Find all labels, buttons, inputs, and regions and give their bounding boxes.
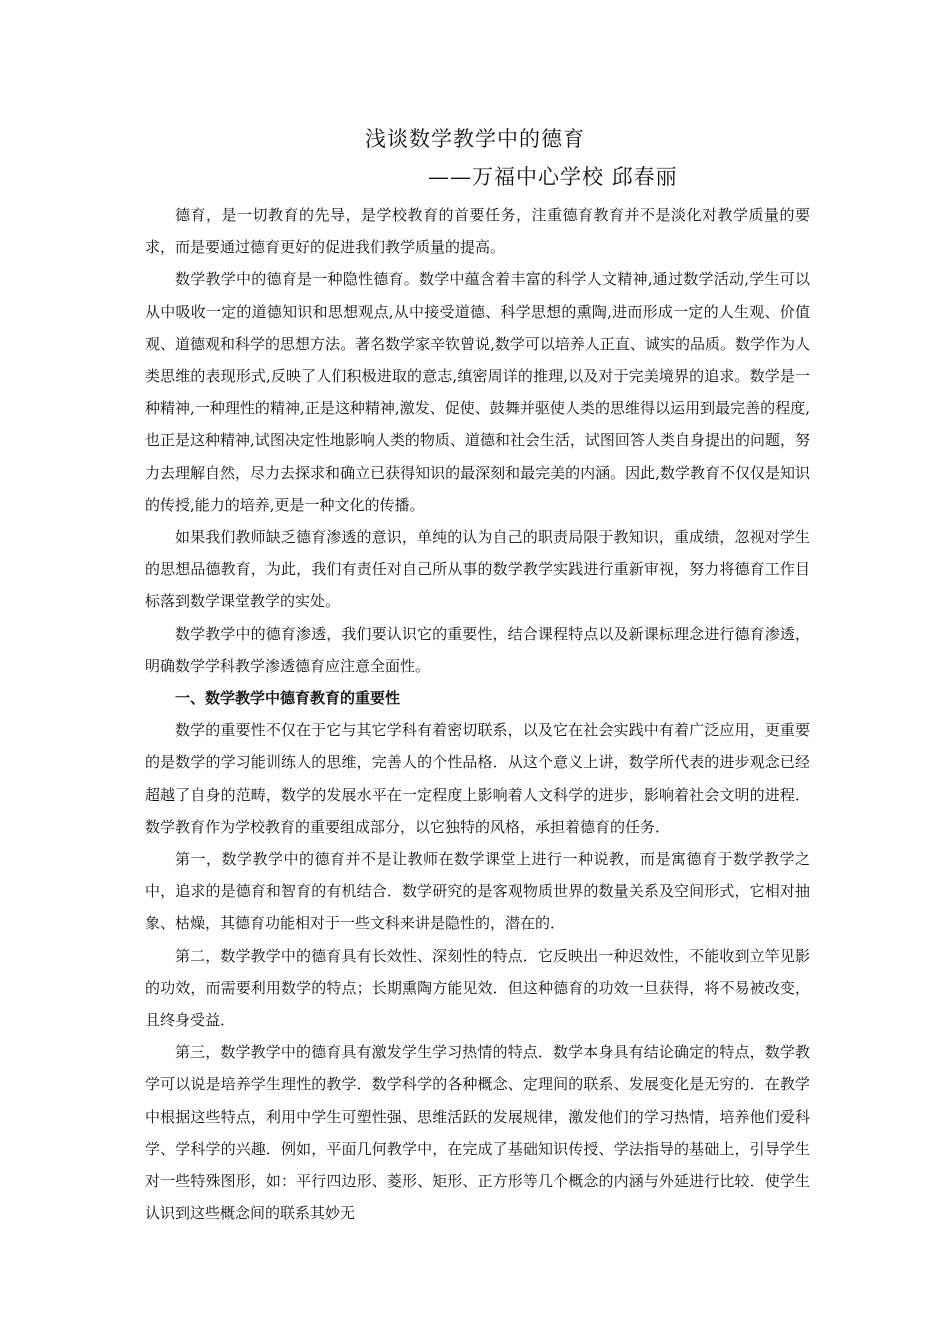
paragraph: 数学教学中的德育是一种隐性德育。数学中蕴含着丰富的科学人文精神,通过数学活动,学生可以从中吸收一定的道德知识和思想观点,从中接受道德、科学思想的熏陶,进而形成一定的人生观、价值观、道德观和科学的思想方法。著名数学家辛钦曾说,数学可以培养人正直、诚实的品质。数学作为人类思维的表现形式,反映了人们积极进取的意志,缜密周详的推理,以及对于完美境界的追求。数学是一种精神,一种理性的精神,正是这种精神,激发、促使、鼓舞并驱使人类的思维得以运用到最完善的程度,也正是这种精神,试图决定性地影响人类的物质、道德和社会生活，试图回答人类自身提出的问题，努力去理解自然，尽力去探求和确立已获得知识的最深刻和最完美的内涵。因此,数学教育不仅仅是知识的传授,能力的培养,更是一种文化的传播。 — [145, 270, 810, 514]
document-subtitle: ——万福中心学校 邱春丽 — [428, 165, 678, 189]
paragraph: 数学教学中的德育渗透，我们要认识它的重要性，结合课程特点以及新课标理念进行德育渗透，明确数学学科教学渗透德育应注意全面性。 — [145, 624, 810, 675]
document-title: 浅谈数学教学中的德育 — [365, 127, 585, 151]
paragraph: 如果我们教师缺乏德育渗透的意识，单纯的认为自己的职责局限于教知识，重成绩，忽视对学生的思想品德教育，为此，我们有责任对自己所从事的数学教学实践进行重新审视，努力将德育工作目标落到数学课堂教学的实处。 — [145, 528, 810, 611]
document-body — [145, 199, 810, 1230]
paragraph: 数学的重要性不仅在于它与其它学科有着密切联系，以及它在社会实践中有着广泛应用，更重要的是数学的学习能训练人的思维，完善人的个性品格．从这个意义上讲，数学所代表的进步观念已经超越了自身的范畴，数学的发展水平在一定程度上影响着人文科学的进步，影响着社会文明的进程．数学教育作为学校教育的重要组成部分，以它独特的风格，承担着德育的任务． — [145, 721, 810, 836]
paragraph: 第二，数学教学中的德育具有长效性、深刻性的特点．它反映出一种迟效性，不能收到立竿见影的功效，而需要利用数学的特点；长期熏陶方能见效．但这种德育的功效一旦获得，将不易被改变，且终身受益． — [145, 946, 810, 1030]
paragraph: 德育，是一切教育的先导，是学校教育的首要任务，注重德育教育并不是淡化对教学质量的要求，而是要通过德育更好的促进我们教学质量的提高。 — [145, 206, 810, 257]
section-heading: 一、数学教学中德育教育的重要性 — [175, 689, 401, 708]
paragraph: 第一，数学教学中的德育并不是让教师在数学课堂上进行一种说教，而是寓德育于数学教学之中，追求的是德育和智育的有机结合．数学研究的是客观物质世界的数量关系及空间形式，它相对抽象、枯燥，其德育功能相对于一些文科来讲是隐性的，潜在的． — [145, 850, 810, 933]
paragraph: 第三，数学教学中的德育具有激发学生学习热情的特点．数学本身具有结论确定的特点，数学教学可以说是培养学生理性的教学．数学科学的各种概念、定理间的联系、发展变化是无穷的．在教学中根据这些特点，利用中学生可塑性强、思维活跃的发展规律，激发他们的学习热情，培养他们爱科学、学科学的兴趣．例如，平面几何教学中，在完成了基础知识传授、学法指导的基础上，引导学生对一些特殊图形，如：平行四边形、菱形、矩形、正方形等几个概念的内涵与外延进行比较．使学生认识到这些概念间的联系其妙无 — [145, 1043, 810, 1223]
